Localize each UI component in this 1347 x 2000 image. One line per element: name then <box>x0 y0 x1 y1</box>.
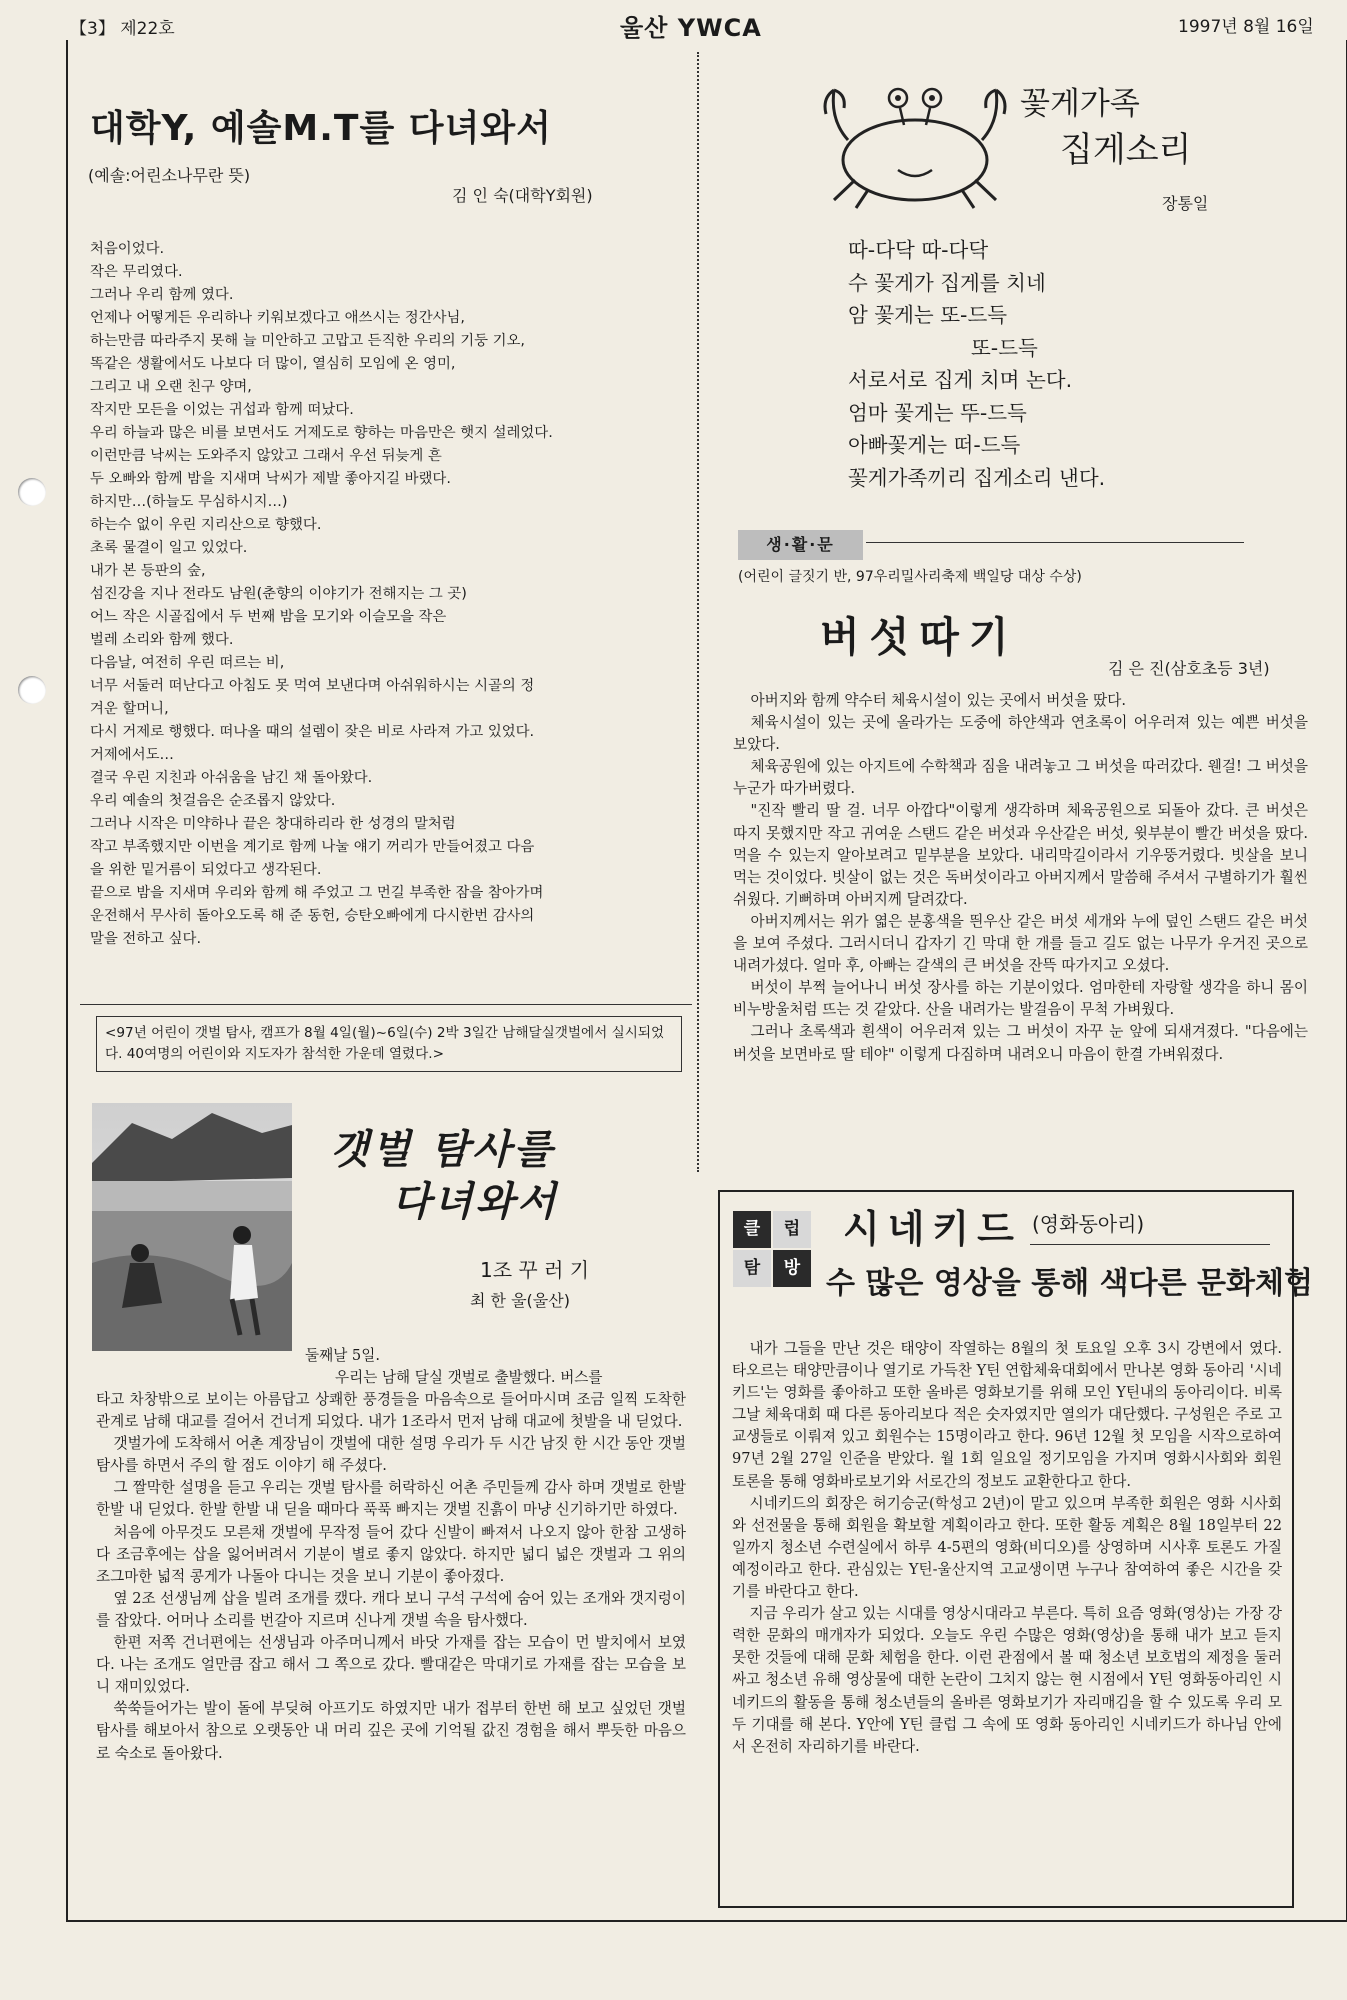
tag-char: 방 <box>773 1250 811 1287</box>
article4-subtitle: 수 많은 영상을 통해 색다른 문화체험 <box>826 1266 1313 1301</box>
body-paragraph: 시네키드의 회장은 허기승군(학성고 2년)이 맡고 있으며 부족한 회원은 영화 시사회와 선전물을 통해 회원을 확보할 계획이라고 한다. 또한 활동 계획은 8월 18일부터 22일까지 청소년 수련실에서 하루 4-5편의 영화(비디오)를 상영하며 시사후 토론도 가질 예정이라고 한다. 관심있는 Y틴-울산지역 고교생이면 누구나 참여하여 좋은 시간을 갖기를 바란다고 한다. <box>732 1494 1282 1601</box>
body-line: 거제에서도… <box>90 747 174 763</box>
article4-body <box>732 1338 1282 1758</box>
article2-group: 1조 꾸 러 기 <box>480 1258 590 1282</box>
body-line: 내가 본 등판의 숲, <box>90 563 206 579</box>
body-line: 벌레 소리와 함께 했다. <box>90 632 234 648</box>
title-rule <box>1030 1244 1270 1245</box>
poem-line: 아빠꽃게는 떠-드득 <box>848 433 1021 457</box>
article3-author: 김 은 진(삼호초등 3년) <box>1108 659 1270 678</box>
article2-author: 최 한 울(울산) <box>470 1291 570 1310</box>
article1-title: 대학Y, 예솔M.T를 다녀와서 <box>90 108 552 149</box>
body-line: 똑같은 생활에서도 나보다 더 많이, 열심히 모임에 온 영미, <box>90 356 456 372</box>
body-line: 어느 작은 시골집에서 두 번째 밤을 모기와 이슬모을 작은 <box>90 609 447 625</box>
body-line: 결국 우린 지친과 아쉬움을 남긴 채 돌아왔다. <box>90 770 373 786</box>
crab-illustration <box>820 70 1010 210</box>
article2-body <box>96 1389 686 1765</box>
poem-body <box>848 234 1288 494</box>
body-paragraph: 버섯이 부쩍 늘어나니 버섯 장사를 하는 기분이었다. 엄마한테 자랑할 생각을 하니 몸이 비누방울처럼 뜨는 것 같았다. 산을 내려가는 발걸음이 무척 가벼웠다. <box>733 979 1308 1019</box>
body-paragraph: 지금 우리가 살고 있는 시대를 영상시대라고 부른다. 특히 요즘 영화(영상)는 가장 강력한 문화의 매개자가 되었다. 오늘도 우린 수많은 영화(영상)을 통해 내가 보고 듣지 못한 것들에 대해 문화 체험을 한다. 이런 관점에서 볼 때 청소년 보호법의 제정을 둘러싸고 청소년 유해 영상물에 대한 논란이 그치지 않는 현 시점에서 Y틴 영화동아리인 시네키드의 활동을 통해 청소년들의 올바른 영화보기가 자리매김을 할 수 있도록 우리 모두 기대를 해 본다. Y안에 Y틴 클럽 그 속에 또 영화 동아리인 시네키드가 하나님 안에서 온전히 자리하기를 바란다. <box>732 1605 1282 1755</box>
body-line: 그러나 우리 함께 였다. <box>90 287 234 303</box>
article2-first-line: 둘째날 5일. <box>305 1347 380 1364</box>
body-line: 그러나 시작은 미약하나 끝은 창대하리라 한 성경의 말처럼 <box>90 816 456 832</box>
body-line: 두 오빠와 함께 밤을 지새며 낙씨가 제발 좋아지길 바랬다. <box>90 471 451 487</box>
tag-char: 클 <box>733 1211 771 1248</box>
poem-line: 따-다닥 따-다닥 <box>848 238 989 262</box>
body-paragraph: 아버지께서는 위가 엷은 분홍색을 띈우산 같은 버섯 세개와 누에 덮인 스탠드 같은 버섯을 보여 주셨다. 그러시더니 갑자기 긴 막대 한 개를 들고 길도 없는 나무가 우거진 곳으로 내려가셨다. 얼마 후, 아빠는 갈색의 큰 버섯을 잔뜩 따가지고 오셨다. <box>733 912 1308 975</box>
article3-title: 버섯따기 <box>820 613 1019 661</box>
body-line: 작지만 모든을 이었는 귀섭과 함께 떠났다. <box>90 402 354 418</box>
poem-line: 서로서로 집게 치며 논다. <box>848 368 1073 392</box>
body-line: 하는수 없이 우린 지리산으로 향했다. <box>90 517 322 533</box>
tag-rule <box>866 542 1244 543</box>
article3-body <box>733 690 1308 1066</box>
body-paragraph: 한편 저쪽 건너편에는 선생님과 아주머니께서 바닷 가재를 잡는 모습이 먼 발치에서 보였다. 나는 조개도 얼만큼 잡고 해서 그 쪽으로 갔다. 빨대같은 막대기로 가재를 잡는 모습을 보니 재미있었다. <box>96 1634 686 1696</box>
body-line: 처음이었다. <box>90 241 165 257</box>
body-paragraph: 쑥쑥들어가는 발이 돌에 부딪혀 아프기도 하였지만 내가 접부터 한번 해 보고 싶었던 갯벌 탐사를 해보아서 참으로 오랫동안 내 머리 깊은 곳에 기억될 값진 경험을 해서 뿌듯한 마음으로 숙소로 돌아왔다. <box>96 1700 686 1762</box>
binder-hole <box>18 676 46 704</box>
body-paragraph: 내가 그들을 만난 것은 태양이 작열하는 8월의 첫 토요일 오후 3시 강변에서 였다. 타오르는 태양만큼이나 열기로 가득찬 Y틴 연합체육대회에서 만나본 영화 동아리 '시네키드'는 영화를 좋아하고 또한 올바른 영화보기를 위해 모인 Y틴내의 동아리이다. 비록 그날 체육대회 때 다른 동아리보다 적은 숫자였지만 열의가 대단했다. 구성원은 주로 고교생들로 이뤄져 있고 회원수는 15명이라고 한다. 96년 12월 첫 모임을 시작으로하여 97년 2월 27일 인준을 받았다. 월 1회 일요일 정기모임을 가지며 영화시사회와 회원 토론을 통해 영화바로보기와 서로간의 정보도 교환한다고 한다. <box>732 1340 1282 1490</box>
tag-char: 럽 <box>773 1211 811 1248</box>
article2-title-line1: 갯벌 탐사를 <box>330 1127 556 1173</box>
article1-subtitle: (예솔:어린소나무란 뜻) <box>88 166 251 185</box>
column-divider <box>697 52 699 1172</box>
body-paragraph: 타고 차창밖으로 보이는 아름답고 상쾌한 풍경들을 마음속으로 들어마시며 조금 일찍 도착한 관계로 남해 대교를 걸어서 건너게 되었다. 내가 1조라서 먼저 남해 대교에 첫발을 내 딛었다. <box>96 1391 686 1431</box>
body-line: 그리고 내 오랜 친구 양며, <box>90 379 252 395</box>
body-line: 다시 거제로 행했다. 떠나올 때의 설렘이 잦은 비로 사라져 가고 있었다. <box>90 724 535 740</box>
issue-number: 제22호 <box>120 19 175 39</box>
body-line: 너무 서둘러 떠난다고 아침도 못 먹여 보낸다며 아쉬워하시는 시골의 정 <box>90 678 535 694</box>
article2-first-line2: 우리는 남해 달실 갯벌로 출발했다. 버스를 <box>335 1369 603 1386</box>
masthead: 울산 YWCA <box>620 14 762 42</box>
article3-caption: (어린이 글짓기 반, 97우리밀사리축제 백일당 대상 수상) <box>738 569 1082 585</box>
body-line: 섬진강을 지나 전라도 남원(춘향의 이야기가 전해지는 그 곳) <box>90 586 467 602</box>
page-number: 【3】 <box>70 19 115 39</box>
page-number-issue <box>70 14 175 39</box>
club-visit-tag <box>733 1211 811 1287</box>
body-paragraph: 아버지와 함께 약수터 체육시설이 있는 곳에서 버섯을 땄다. <box>750 692 1126 709</box>
tidal-flat-photo <box>92 1103 292 1351</box>
body-line: 을 위한 밑거름이 되었다고 생각된다. <box>90 862 322 878</box>
poem-title-line2: 집게소리 <box>1060 130 1192 170</box>
body-line: 언제나 어떻게든 우리하나 키워보겠다고 애쓰시는 정간사님, <box>90 310 465 326</box>
body-line: 겨운 할머니, <box>90 701 169 717</box>
article1-author: 김 인 숙(대학Y회원) <box>452 186 593 205</box>
body-paragraph: 그 짤막한 설명을 듣고 우리는 갯벌 탐사를 허락하신 어촌 주민들께 감사 하며 갯벌로 한발 한발 내 딛었다. 한발 한발 내 딛을 때마다 푹푹 빠지는 갯벌 진흙이 마냥 신기하기만 하였다. <box>96 1479 686 1519</box>
poem-author: 장통일 <box>1162 194 1209 213</box>
body-paragraph: "진작 빨리 딸 걸. 너무 아깝다"이렇게 생각하며 체육공원으로 되돌아 갔다. 큰 버섯은 따지 못했지만 작고 귀여운 스탠드 같은 버섯과 우산같은 버섯, 윗부분이 빨간 버섯을 땄다. 먹을 수 있는지 알아보려고 밑부분을 보았다. 내리막길이라서 기우뚱거렸다. 빗살을 보니 먹는 것이었다. 빗살이 없는 것은 독버섯이라고 아버지께서 말씀해 주셔서 구별하기가 훨씬 쉬웠다. 기뻐하며 아버지께 달려갔다. <box>733 802 1308 908</box>
poem-line: 꽃게가족끼리 집게소리 낸다. <box>848 465 1106 490</box>
body-line: 끝으로 밤을 지새며 우리와 함께 해 주었고 그 먼길 부족한 잠을 참아가며 <box>90 885 544 901</box>
article2-note-box: <97년 어린이 갯벌 탐사, 캠프가 8월 4일(월)~6일(수) 2박 3일간 남해달실갯벌에서 실시되었다. 40여명의 어린이와 지도자가 참석한 가운데 열렸다.> <box>96 1016 682 1072</box>
body-paragraph: 체육공원에 있는 아지트에 수학책과 짐을 내려놓고 그 버섯을 따러갔다. 웬걸! 그 버섯을 누군가 따가버렸다. <box>733 758 1308 798</box>
poem-title-line1: 꽃게가족 <box>1020 86 1140 122</box>
body-paragraph: 옆 2조 선생님께 삽을 빌려 조개를 캤다. 캐다 보니 구석 구석에 숨어 있는 조개와 갯지렁이를 잡았다. 어머나 소리를 번갈아 지르며 신나게 갯벌 속을 탐사했다. <box>96 1589 686 1629</box>
body-line: 하는만큼 따라주지 못해 늘 미안하고 고맙고 든직한 우리의 기둥 기오, <box>90 333 525 349</box>
section-rule <box>80 1004 692 1005</box>
poem-line: 암 꽃게는 또-드득 <box>848 303 1008 327</box>
binder-hole <box>18 478 46 506</box>
body-line: 운전해서 무사히 돌아오도록 해 준 동헌, 승탄오빠에게 다시한번 감사의 <box>90 908 535 924</box>
body-line: 초록 물결이 일고 있었다. <box>90 540 248 556</box>
article1-body <box>90 238 690 951</box>
body-line: 우리 하늘과 많은 비를 보면서도 거제도로 향하는 마음만은 햇지 설레었다. <box>90 425 553 441</box>
article4-title: 시네키드 <box>843 1207 1022 1251</box>
issue-date: 1997년 8월 16일 <box>1178 17 1314 37</box>
section-tag: 생·활·문 <box>738 530 863 560</box>
body-paragraph: 갯벌가에 도착해서 어촌 계장님이 갯벌에 대한 설명 우리가 두 시간 남짓 한 시간 동안 갯벌 탐사를 하면서 주의 할 점도 이야기 해 주셨다. <box>96 1435 686 1475</box>
body-line: 우리 예솔의 첫걸음은 순조롭지 않았다. <box>90 793 336 809</box>
body-line: 작은 무리였다. <box>90 264 183 280</box>
body-line: 말을 전하고 싶다. <box>90 931 202 947</box>
body-paragraph: 그러나 초록색과 흰색이 어우러져 있는 그 버섯이 자꾸 눈 앞에 되새겨졌다. "다음에는 버섯을 보면바로 딸 테야" 이렇게 다짐하며 내려오니 마음이 한결 가벼워졌다. <box>733 1023 1308 1063</box>
poem-line: 수 꽃게가 집게를 치네 <box>848 270 1046 295</box>
body-line: 작고 부족했지만 이번을 계기로 함께 나눌 얘기 꺼리가 만들어졌고 다음 <box>90 839 535 855</box>
poem-line: 엄마 꽃게는 뚜-드득 <box>848 400 1027 425</box>
article4-title-suffix: (영화동아리) <box>1032 1212 1145 1236</box>
body-line: 이런만큼 낙씨는 도와주지 않았고 그래서 우선 뒤늦게 흔 <box>90 448 442 464</box>
body-line: 하지만…(하늘도 무심하시지…) <box>90 494 288 510</box>
body-line: 다음날, 여전히 우린 떠르는 비, <box>90 655 285 671</box>
poem-line: 또-드득 <box>971 335 1038 360</box>
body-paragraph: 처음에 아무것도 모른채 갯벌에 무작정 들어 갔다 신발이 빠져서 나오지 않아 한참 고생하다 조금후에는 삽을 잃어버려서 기분이 별로 좋지 않았다. 하지만 넓디 넓은 갯벌과 그 위의 조그마한 넓적 콩게가 나돌아 다니는 것을 보니 기분이 좋아졌다. <box>96 1523 686 1585</box>
article2-title-line2: 다녀와서 <box>392 1179 559 1225</box>
tag-char: 탐 <box>733 1250 771 1287</box>
body-paragraph: 체육시설이 있는 곳에 올라가는 도중에 하얀색과 연초록이 어우러져 있는 예쁜 버섯을 보았다. <box>733 714 1308 754</box>
